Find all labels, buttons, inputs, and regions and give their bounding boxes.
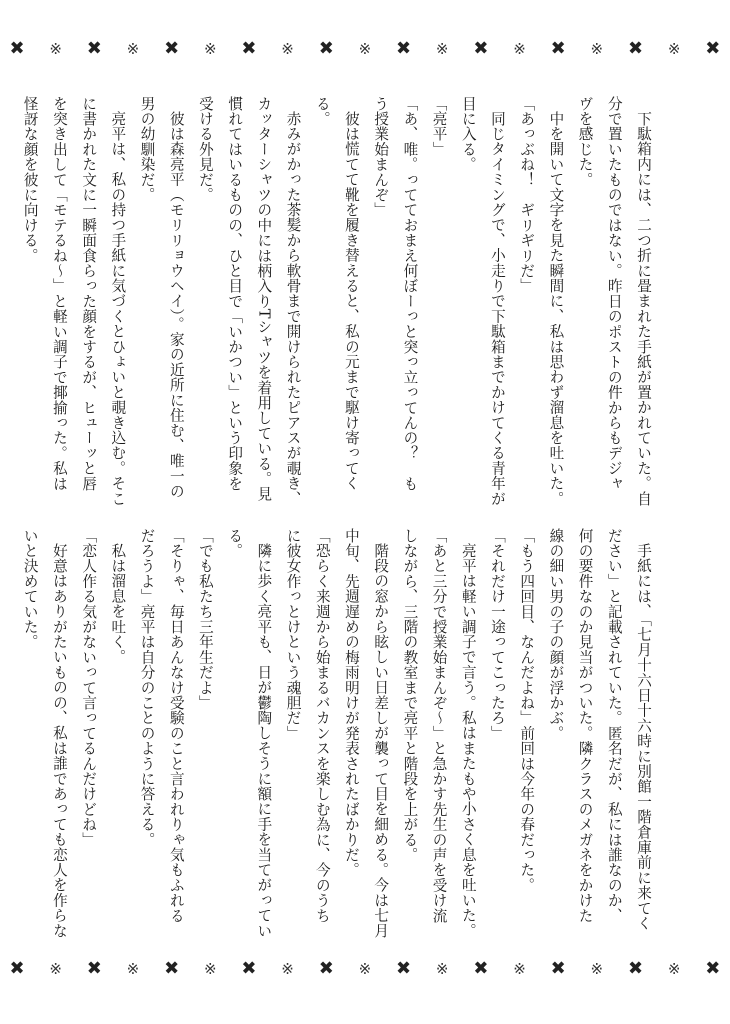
paragraph: 「恐らく来週から始まるバカンスを楽しむ為に、今のうちに彼女作っとけという魂胆だ」 bbox=[284, 528, 331, 924]
paragraph: 彼は慌てて靴を履き替えると、私の元まで駆け寄ってくる。 bbox=[313, 96, 360, 491]
paragraph: 亮平は、私の持つ手紙に気づくとひょいと覗き込む。そこに書かれた文に一瞬面食らった顔をするが、ヒューッと唇を突き出して「モテるね～」と軽い調子で揶揄った。私は怪訝な顔を彼に向ける。 bbox=[21, 96, 127, 506]
cross-ornament-icon: ✖ bbox=[473, 38, 489, 59]
paragraph: 階段の窓から眩しい日差しが襲って目を細める。今は七月中旬、先週遅めの梅雨明けが発表されたばかりだ。 bbox=[342, 528, 390, 938]
paragraph: 「恋人作る気がないって言ってるんだけどね」 bbox=[80, 528, 98, 848]
paragraph: 下駄箱内には、二つ折に畳まれた手紙が置かれていた。自分で置いたものではない。昨日のポストの件からもデジャヴを感じた。 bbox=[576, 96, 652, 506]
kome-ornament-icon: ※ bbox=[435, 40, 449, 58]
cross-ornament-icon: ✖ bbox=[241, 38, 257, 59]
cross-ornament-icon: ✖ bbox=[164, 38, 180, 59]
paragraph: 「でも私たち三年生だよ」 bbox=[196, 528, 214, 711]
paragraph: 亮平は軽い調子で言う。私はまたもや小さく息を吐いた。 bbox=[459, 542, 477, 938]
paragraph: 「そりゃ、毎日あんなけ受験のこと言われりゃ気もふれるだろうよ」亮平は自分のことのように答える。 bbox=[138, 528, 185, 924]
kome-ornament-icon: ※ bbox=[126, 960, 140, 978]
kome-ornament-icon: ※ bbox=[590, 40, 604, 58]
kome-ornament-icon: ※ bbox=[203, 960, 217, 978]
cross-ornament-icon: ✖ bbox=[9, 958, 25, 979]
kome-ornament-icon: ※ bbox=[49, 40, 62, 58]
paragraph: 同じタイミングで、小走りで下駄箱までかけてくる青年が目に入る。 bbox=[459, 96, 506, 506]
kome-ornament-icon: ※ bbox=[203, 40, 217, 58]
paragraph: 私は溜息を吐く。 bbox=[109, 542, 127, 665]
paragraph: 「それだけ一途ってこったろ」 bbox=[488, 528, 506, 741]
cross-ornament-icon: ✖ bbox=[473, 958, 489, 979]
cross-ornament-icon: ✖ bbox=[318, 38, 334, 59]
kome-ornament-icon: ※ bbox=[358, 960, 372, 978]
paragraph: 中を開いて文字を見た瞬間に、私は思わず溜息を吐いた。 bbox=[547, 110, 565, 506]
cross-ornament-icon: ✖ bbox=[318, 958, 334, 979]
lower-text-block bbox=[16, 528, 658, 938]
paragraph: 彼は森亮平（モリリョウヘイ）。家の近所に住む、唯一の男の幼馴染だ。 bbox=[138, 96, 185, 499]
paragraph: 赤みがかった茶髪から軟骨まで開けられたピアスが覗き、カッターシャツの中には柄入りTシャツを着用している。見慣れてはいるものの、ひと目で「いかつい」という印象を受ける外見だ。 bbox=[196, 96, 302, 506]
cross-ornament-icon: ✖ bbox=[550, 958, 566, 979]
kome-ornament-icon: ※ bbox=[49, 960, 62, 978]
cross-ornament-icon: ✖ bbox=[627, 958, 644, 979]
cross-ornament-icon: ✖ bbox=[241, 958, 257, 979]
cross-ornament-icon: ✖ bbox=[9, 38, 25, 59]
cross-ornament-icon: ✖ bbox=[627, 38, 644, 59]
cross-ornament-icon: ✖ bbox=[705, 958, 721, 979]
paragraph: 「あ、唯。ってておまえ何ぼーっと突っ立ってんの？ もう授業始まんぞ」 bbox=[372, 96, 419, 492]
paragraph: 「亮平」 bbox=[430, 96, 448, 157]
kome-ornament-icon: ※ bbox=[513, 960, 526, 978]
kome-ornament-icon: ※ bbox=[281, 40, 294, 58]
paragraph: 隣に歩く亮平も、日が鬱陶しそうに額に手を当てがっている。 bbox=[226, 528, 273, 938]
paragraph: 手紙には、「七月十六日十六時に別館一階倉庫前に来てください」と記載されていた。匿名だが、私には誰なのか、何の要件なのか見当がついた。隣クラスのメガネをかけた線の細い男の子の顔が浮かぶ。 bbox=[547, 528, 652, 931]
cross-ornament-icon: ✖ bbox=[396, 958, 412, 979]
paragraph: 「あと三分で授業始まんぞ～」と急かす先生の声を受け流しながら、三階の教室まで亮平と階段を上がる。 bbox=[401, 528, 448, 924]
paragraph: 「あっぶね！ ギリギリだ」 bbox=[518, 96, 536, 294]
cross-ornament-icon: ✖ bbox=[86, 958, 102, 979]
cross-ornament-icon: ✖ bbox=[164, 958, 180, 979]
top-border-ornament bbox=[0, 38, 730, 60]
kome-ornament-icon: ※ bbox=[126, 40, 140, 58]
kome-ornament-icon: ※ bbox=[590, 960, 604, 978]
kome-ornament-icon: ※ bbox=[667, 40, 681, 58]
bottom-border-ornament bbox=[0, 958, 730, 980]
kome-ornament-icon: ※ bbox=[667, 960, 681, 978]
cross-ornament-icon: ✖ bbox=[86, 38, 102, 59]
kome-ornament-icon: ※ bbox=[281, 960, 294, 978]
paragraph: 好意はありがたいものの、私は誰であっても恋人を作らないと決めていた。 bbox=[21, 528, 68, 938]
paragraph: 「もう四回目、なんだよね」前回は今年の春だった。 bbox=[518, 528, 536, 893]
kome-ornament-icon: ※ bbox=[358, 40, 372, 58]
cross-ornament-icon: ✖ bbox=[705, 38, 721, 59]
kome-ornament-icon: ※ bbox=[435, 960, 449, 978]
upper-text-block bbox=[16, 96, 658, 506]
cross-ornament-icon: ✖ bbox=[396, 38, 412, 59]
cross-ornament-icon: ✖ bbox=[550, 38, 566, 59]
kome-ornament-icon: ※ bbox=[513, 40, 526, 58]
